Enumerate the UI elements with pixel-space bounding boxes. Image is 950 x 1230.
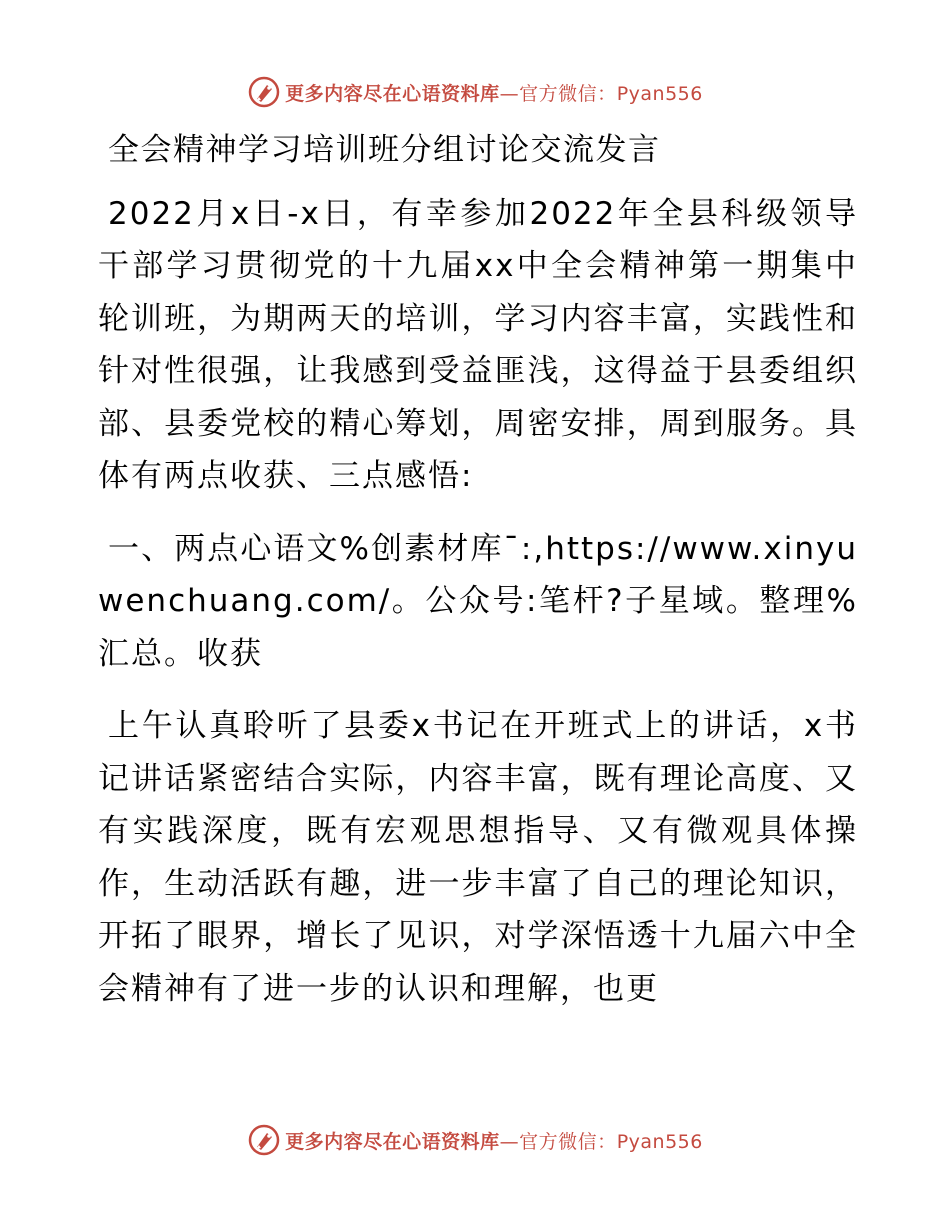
- watermark-lead: 更多内容尽在心语资料库: [285, 82, 500, 105]
- watermark-account-label: 官方微信：: [519, 1130, 617, 1153]
- watermark-separator: —: [499, 1130, 520, 1153]
- pen-nib-logo-icon: [247, 75, 281, 109]
- footer-watermark-banner: [0, 1120, 950, 1160]
- watermark-text: [285, 79, 703, 106]
- watermark-account-id: Pyan556: [616, 1130, 703, 1153]
- paragraph-body: 上午认真聆听了县委x书记在开班式上的讲话，x书记讲话紧密结合实际，内容丰富，既有理论高度、又有实践深度，既有宏观思想指导、又有微观具体操作，生动活跃有趣，进一步丰富了自己的理论知识，开拓了眼界，增长了见识，对学深悟透十九届六中全会精神有了进一步的认识和理解，也更: [98, 708, 858, 1007]
- watermark-account-id: Pyan556: [616, 82, 703, 105]
- watermark-lead: 更多内容尽在心语资料库: [285, 1130, 500, 1153]
- paragraph-section-heading: 一、两点心语文%创素材库¯:,https://www.xinyuwenchuang.com/。公众号:笔杆?子星域。整理%汇总。收获: [98, 530, 858, 672]
- watermark-account-label: 官方微信：: [519, 82, 617, 105]
- document-title: 全会精神学习培训班分组讨论交流发言: [108, 132, 661, 168]
- document-body: [98, 118, 858, 1015]
- watermark-text: [285, 1127, 703, 1154]
- watermark-separator: —: [499, 82, 520, 105]
- pen-nib-logo-icon: [247, 1123, 281, 1157]
- paragraph-intro: 2022月x日-x日，有幸参加2022年全县科级领导干部学习贯彻党的十九届xx中全会精神第一期集中轮训班，为期两天的培训，学习内容丰富，实践性和针对性很强，让我感到受益匪浅，这得益于县委组织部、县委党校的精心筹划，周密安排，周到服务。具体有两点收获、三点感悟:: [98, 195, 858, 494]
- header-watermark-banner: [0, 72, 950, 112]
